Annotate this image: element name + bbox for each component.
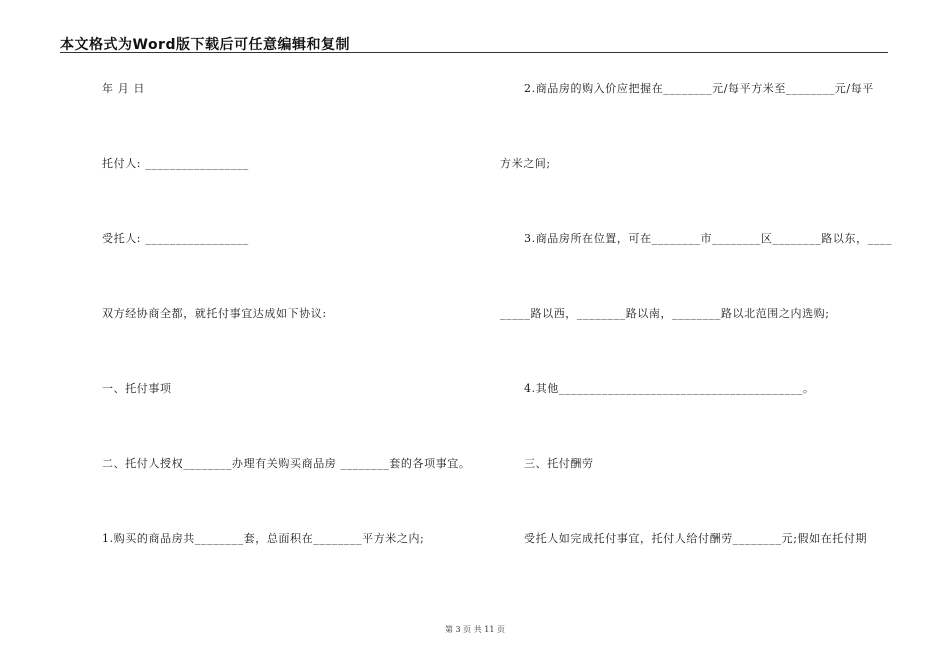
clause-2-continuation: 方米之间; [500, 157, 551, 170]
agreement-intro: 双方经协商全都，就托付事宜达成如下协议: [102, 307, 327, 320]
section-heading-entrusted-matters: 一、托付事项 [102, 382, 172, 395]
remuneration-clause: 受托人如完成托付事宜，托付人给付酬劳________元;假如在托付期 [524, 532, 868, 545]
clause-2-price-range: 2.商品房的购入价应把握在________元/每平方米至________元/每平 [524, 82, 874, 95]
authorization-clause: 二、托付人授权________办理有关购买商品房 ________套的各项事宜。 [102, 457, 471, 470]
clause-3-continuation: _____路以西，________路以南，________路以北范围之内选购; [500, 307, 830, 320]
section-heading-remuneration: 三、托付酬劳 [524, 457, 594, 470]
date-line: 年 月 日 [102, 82, 145, 95]
clause-3-location: 3.商品房所在位置，可在________市________区________路以东，____ [524, 232, 893, 245]
principal-line: 托付人: _________________ [102, 157, 249, 170]
clause-4-other: 4.其他________________________________________。 [524, 382, 815, 395]
document-header-title: 本文格式为Word版下载后可任意编辑和复制 [60, 37, 350, 53]
clause-1-quantity-area: 1.购买的商品房共________套，总面积在________平方米之内; [102, 532, 425, 545]
page-number: 第 3 页 共 11 页 [445, 625, 505, 634]
header-divider [60, 52, 888, 53]
agent-line: 受托人: _________________ [102, 232, 249, 245]
